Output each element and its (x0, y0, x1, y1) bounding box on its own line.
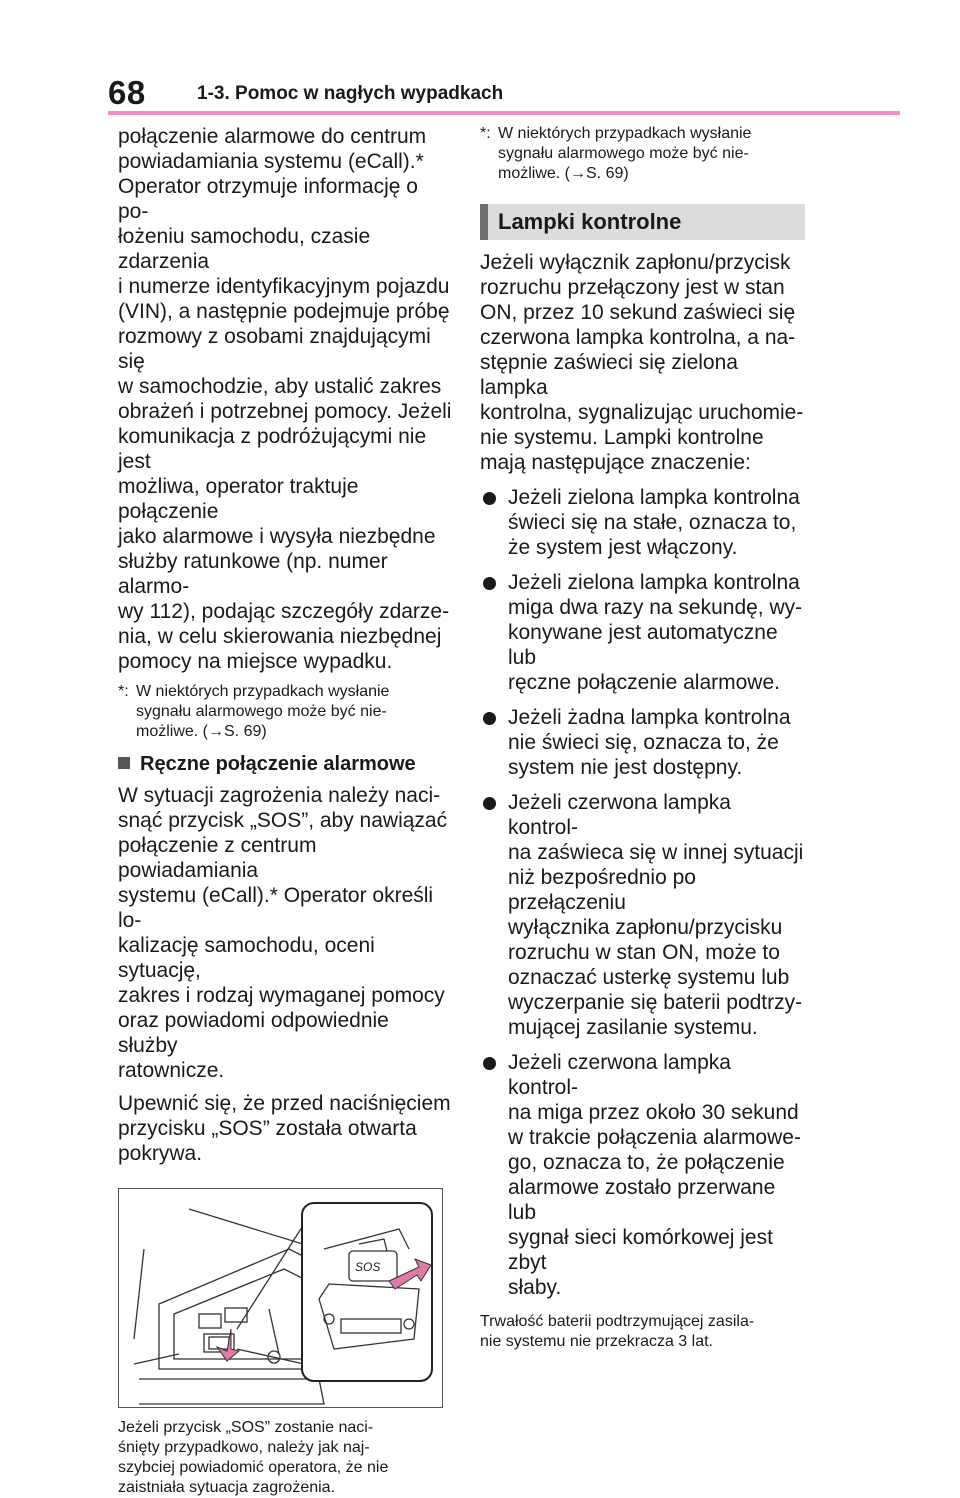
left-column (118, 124, 453, 1498)
cover-paragraph: Upewnić się, że przed naciśnięciem przycisku „SOS” została otwarta pokrywa. (118, 1092, 451, 1165)
manual-call-paragraph: W sytuacji zagrożenia należy naci- snąć przycisk „SOS”, aby nawiązać połączenie z centrum powiadamiania systemu (eCall).* Operator określi lo- kalizację samochodu, oceni sytuację, zakres i rodzaj wymaganej pomocy oraz powiadomi odpowiednie służby ratownicze. (118, 784, 448, 1082)
square-bullet-icon (118, 757, 130, 769)
overhead-console-drawing (119, 1189, 442, 1407)
bullet-item: Jeżeli zielona lampka kontrolna świeci się na stałe, oznacza to, że system jest włączony. (480, 485, 805, 560)
sos-button-illustration (118, 1188, 443, 1408)
intro-paragraph: połączenie alarmowe do centrum powiadamiania systemu (eCall).* Operator otrzymuje informację o po- łożeniu samochodu, czasie zdarzenia i numerze identyfikacyjnym pojazdu (VIN), a następnie podejmuje próbę rozmowy z osobami znajdującymi się w samochodzie, aby ustalić zakres obrażeń i potrzebnej pomocy. Jeżeli komunikacja z podróżującymi nie jest możliwa, operator traktuje połączenie jako alarmowe i wysyła niezbędne służby ratunkowe (np. numer alarmo- wy 112), podając szczegóły zdarze- nia, w celu skierowania niezbędnej pomocy na miejsce wypadku. (118, 125, 452, 673)
figure-caption: Jeżeli przycisk „SOS” zostanie naci- śnięty przypadkowo, należy jak naj- szybciej powiadomić operatora, że nie zaistniała sytuacja zagrożenia. (118, 1419, 389, 1496)
bullet-item: Jeżeli żadna lampka kontrolna nie świeci się, oznacza to, że system nie jest dostępny. (480, 705, 805, 780)
bullet-item: Jeżeli zielona lampka kontrolna miga dwa razy na sekundę, wy- konywane jest automatyczne lub ręczne połączenie alarmowe. (480, 570, 805, 695)
page-number: 68 (108, 74, 146, 111)
battery-life-note: Trwałość baterii podtrzymującej zasila- nie systemu nie przekracza 3 lat. (480, 1313, 755, 1350)
page-header (0, 0, 960, 118)
bullet-item: Jeżeli czerwona lampka kontrol- na zaświeca się w innej sytuacji niż bezpośrednio po przełączeniu wyłącznika zapłonu/przycisku rozruchu w stan ON, może to oznaczać usterkę systemu lub wyczerpanie się baterii podtrzy- mującej zasilanie systemu. (480, 790, 805, 1040)
section-banner-indicator-lamps: Lampki kontrolne (480, 204, 805, 240)
right-column (480, 124, 805, 1352)
bullet-dot-icon (483, 1057, 496, 1070)
section-title: 1-3. Pomoc w nagłych wypadkach (197, 83, 504, 104)
sos-label: SOS (355, 1260, 381, 1274)
bullet-dot-icon (483, 577, 496, 590)
footnote-right: *: W niektórych przypadkach wysłanie sygnału alarmowego może być nie- możliwe. (→S. 69) (480, 125, 752, 182)
footnote-left: *: W niektórych przypadkach wysłanie sygnału alarmowego może być nie- możliwe. (→S. 69) (118, 683, 390, 740)
header-divider (108, 111, 900, 115)
bullet-dot-icon (483, 492, 496, 505)
subheading-manual-call: Ręczne połączenie alarmowe (118, 752, 453, 777)
bullet-dot-icon (483, 797, 496, 810)
bullet-item: Jeżeli czerwona lampka kontrol- na miga przez około 30 sekund w trakcie połączenia alarmowe- go, oznacza to, że połączenie alarmowe zostało przerwane lub sygnał sieci komórkowej jest zbyt słaby. (480, 1050, 805, 1300)
bullet-dot-icon (483, 712, 496, 725)
lamps-intro-paragraph: Jeżeli wyłącznik zapłonu/przycisk rozruchu przełączony jest w stan ON, przez 10 sekund zaświeci się czerwona lampka kontrolna, a na- stępnie zaświeci się zielona lampka kontrolna, sygnalizując uruchomie- nie systemu. Lampki kontrolne mają następujące znaczenie: (480, 251, 804, 474)
